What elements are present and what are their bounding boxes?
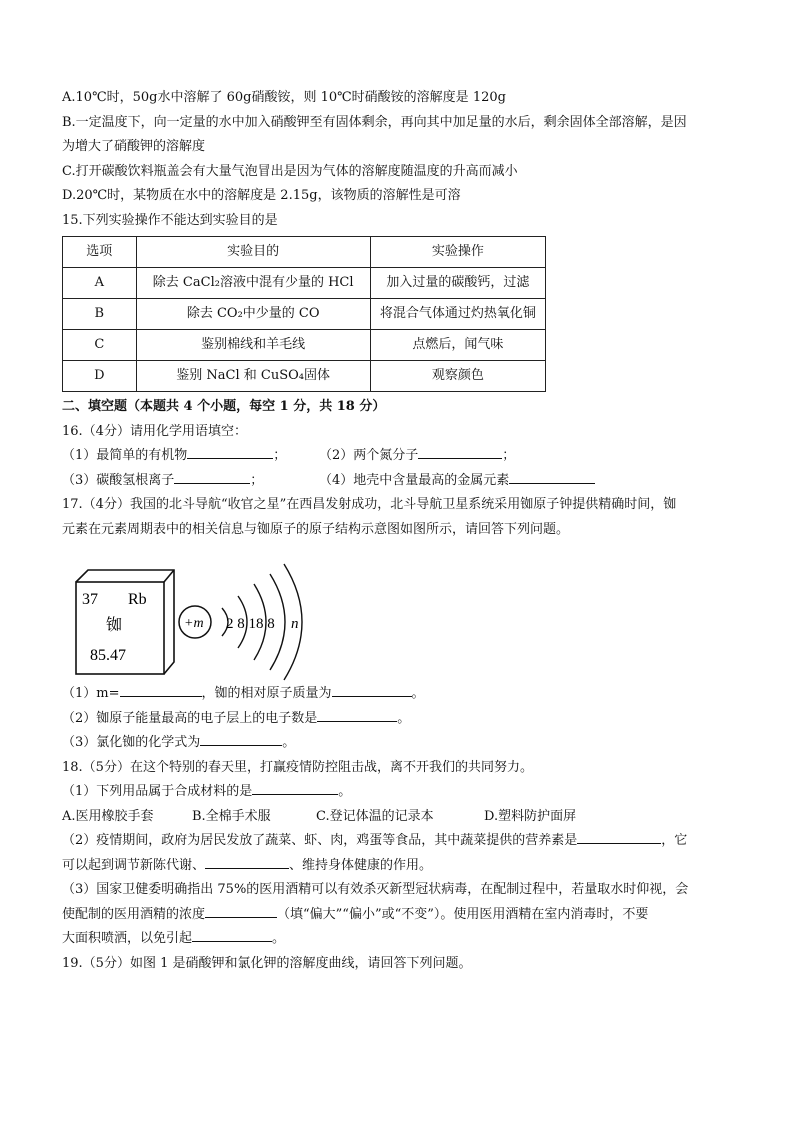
exam-page xyxy=(62,86,734,976)
table-header: 选项 xyxy=(63,237,137,268)
table-cell: 将混合气体通过灼热氧化铜 xyxy=(370,299,545,330)
option-c: C.登记体温的记录本 xyxy=(316,808,434,824)
answer-blank[interactable] xyxy=(192,927,272,942)
q16-stem: 16.（4分）请用化学用语填空： xyxy=(62,423,247,439)
q17-stem-2: 元素在元素周期表中的相关信息与铷原子的原子结构示意图如图所示，请回答下列问题。 xyxy=(62,521,570,537)
table-cell: 观察颜色 xyxy=(370,361,545,392)
nucleus-charge: +m xyxy=(184,616,204,631)
answer-blank[interactable] xyxy=(317,707,397,722)
answer-blank[interactable] xyxy=(187,444,273,459)
option-d: D.塑料防护面屏 xyxy=(484,808,577,824)
answer-blank[interactable] xyxy=(577,829,661,844)
q18-stem: 18.（5分）在这个特别的春天里，打赢疫情防控阻击战，离不开我们的共同努力。 xyxy=(62,759,533,775)
q17-stem-1: 17.（4分）我国的北斗导航“收官之星”在西昌发射成功，北斗导航卫星系统采用铷原子钟提供精确时间，铷 xyxy=(62,497,677,512)
answer-blank[interactable] xyxy=(509,469,595,484)
table-header-row xyxy=(63,237,546,268)
atomic-mass: 85.47 xyxy=(90,647,126,664)
shell-electrons: 2 8 18 8 xyxy=(226,616,275,632)
section-title: 二、填空题（本题共 4 个小题，每空 1 分，共 18 分） xyxy=(62,399,386,414)
q18-sub3: （3）国家卫健委明确指出 75%的医用酒精可以有效杀灭新型冠状病毒，在配制过程中，若量取水时仰视，会 xyxy=(62,882,689,897)
q14-option-d: D.20℃时，某物质在水中的溶解度是 2.15g，该物质的溶解性是可溶 xyxy=(62,188,461,203)
answer-blank[interactable] xyxy=(252,780,338,795)
q16-item: （1）最简单的有机物 ； xyxy=(62,444,319,469)
answer-blank[interactable] xyxy=(205,854,289,869)
q16-row1 xyxy=(62,444,734,469)
q15-table xyxy=(62,236,546,392)
q14-option-b-cont: 为增大了硝酸钾的溶解度 xyxy=(62,139,206,154)
q15-stem: 15.下列实验操作不能达到实验目的是 xyxy=(62,212,278,228)
table-cell: 鉴别 NaCl 和 CuSO₄固体 xyxy=(136,361,370,392)
table-cell: 点燃后，闻气味 xyxy=(370,330,545,361)
table-row xyxy=(63,299,546,330)
q18-sub3-end: 大面积喷洒，以免引起 。 xyxy=(62,927,734,952)
q16-row2 xyxy=(62,469,734,494)
option-a: A.医用橡胶手套 xyxy=(62,808,154,824)
answer-blank[interactable] xyxy=(200,731,282,746)
table-header: 实验操作 xyxy=(370,237,545,268)
table-cell: A xyxy=(63,268,137,299)
q17-sub3: （3）氯化铷的化学式为 。 xyxy=(62,731,734,756)
table-row xyxy=(63,268,546,299)
table-cell: B xyxy=(63,299,137,330)
answer-blank[interactable] xyxy=(332,682,412,697)
table-cell: 鉴别棉线和羊毛线 xyxy=(136,330,370,361)
q18-options xyxy=(62,805,734,830)
element-symbol: Rb xyxy=(128,591,147,608)
element-name: 铷 xyxy=(106,615,123,634)
table-cell: 除去 CO₂中少量的 CO xyxy=(136,299,370,330)
element-tile xyxy=(76,570,174,674)
rubidium-figure xyxy=(62,542,734,682)
answer-blank[interactable] xyxy=(205,903,277,918)
q18-sub3-cont: 使配制的医用酒精的浓度 （填“偏大”“偏小”或“不变”）。使用医用酒精在室内消毒时，不要 xyxy=(62,903,734,928)
option-b: B.全棉手术服 xyxy=(192,808,271,824)
table-cell: C xyxy=(63,330,137,361)
q16-item: （2）两个氮分子 ； xyxy=(319,444,515,469)
q16-item: （4）地壳中含量最高的金属元素 xyxy=(319,469,595,494)
q18-sub1: （1）下列用品属于合成材料的是 。 xyxy=(62,780,734,805)
q17-sub2: （2）铷原子能量最高的电子层上的电子数是 。 xyxy=(62,707,734,732)
q18-sub2: （2）疫情期间，政府为居民发放了蔬菜、虾、肉，鸡蛋等食品，其中蔬菜提供的营养素是 ，它 xyxy=(62,829,734,854)
answer-blank[interactable] xyxy=(418,444,502,459)
table-row xyxy=(63,330,546,361)
q14-option-a: A.10℃时，50g水中溶解了 60g硝酸铵，则 10℃时硝酸铵的溶解度是 120g xyxy=(62,90,506,105)
table-cell: 加入过量的碳酸钙，过滤 xyxy=(370,268,545,299)
table-row xyxy=(63,361,546,392)
q17-sub1: （1）m= ，铷的相对原子质量为 。 xyxy=(62,682,734,707)
table-cell: D xyxy=(63,361,137,392)
answer-blank[interactable] xyxy=(174,469,250,484)
q16-item: （3）碳酸氢根离子 ； xyxy=(62,469,319,494)
table-cell: 除去 CaCl₂溶液中混有少量的 HCl xyxy=(136,268,370,299)
table-header: 实验目的 xyxy=(136,237,370,268)
atomic-number: 37 xyxy=(82,591,98,608)
q18-sub2-cont: 可以起到调节新陈代谢、 、维持身体健康的作用。 xyxy=(62,854,734,879)
outer-shell-n: n xyxy=(291,616,299,632)
rubidium-diagram xyxy=(62,542,322,682)
q14-option-c: C.打开碳酸饮料瓶盖会有大量气泡冒出是因为气体的溶解度随温度的升高而减小 xyxy=(62,163,518,179)
q19-stem: 19.（5分）如图 1 是硝酸钾和氯化钾的溶解度曲线，请回答下列问题。 xyxy=(62,955,472,971)
q14-option-b: B.一定温度下，向一定量的水中加入硝酸钾至有固体剩余，再向其中加足量的水后，剩余固体全部溶解，是因 xyxy=(62,114,687,130)
answer-blank[interactable] xyxy=(120,682,202,697)
